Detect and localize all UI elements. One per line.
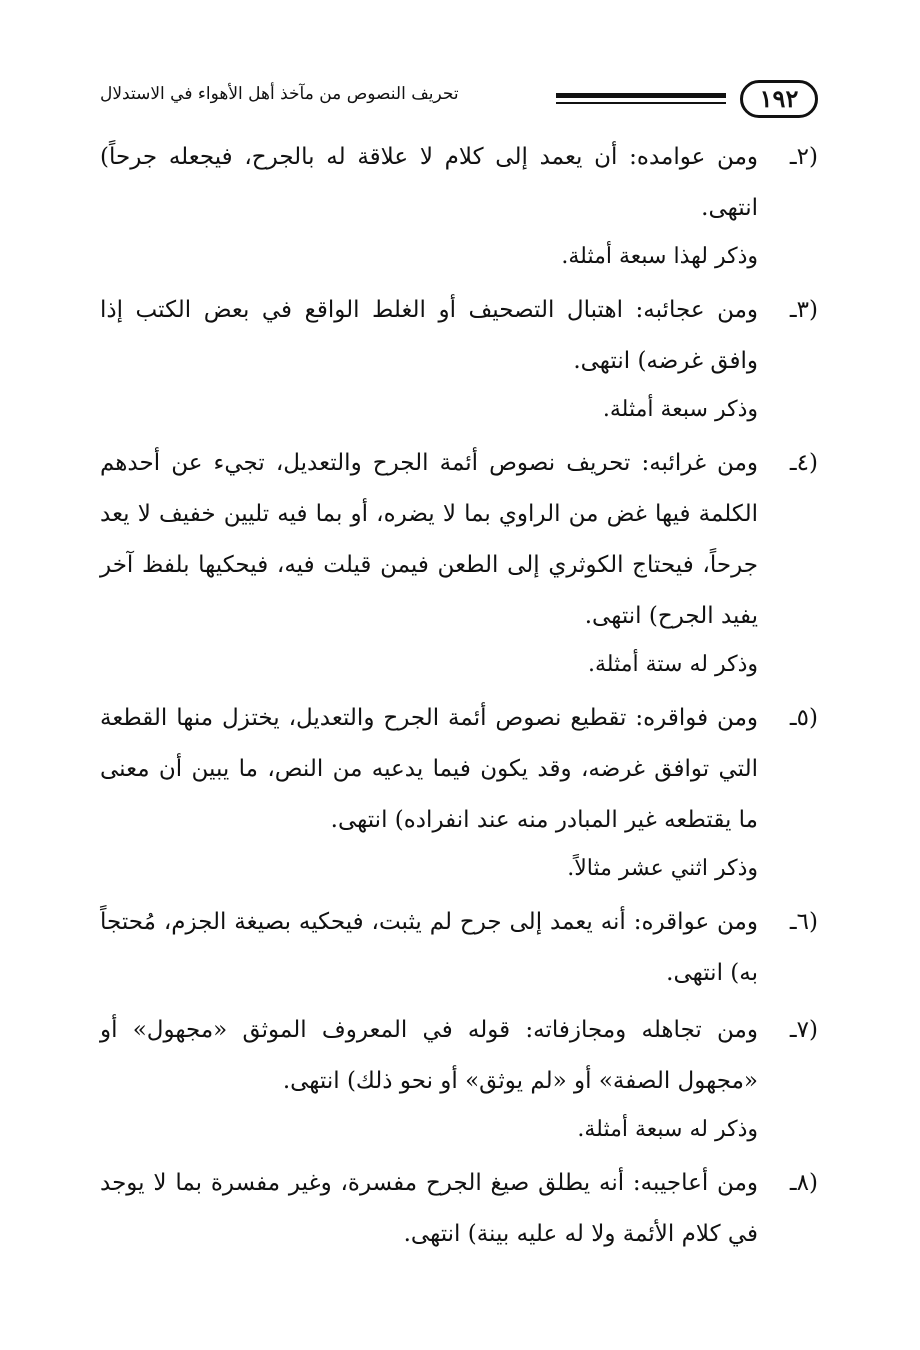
item-number: (٥ـ <box>789 705 818 731</box>
item-text: ومن فواقره: تقطيع نصوص أئمة الجرح والتعديل، يختزل منها القطعة التي توافق غرضه، وقد يكون فيما يدعيه من النص، ما يبين أن معنى ما يقتطعه غير المبادر منه عند انفراده) انتهى. <box>100 705 758 833</box>
item-note: وذكر سبعة أمثلة. <box>602 397 758 422</box>
body-text <box>100 132 818 1260</box>
item-text: ومن عواقره: أنه يعمد إلى جرح لم يثبت، فيحكيه بصيغة الجزم، مُحتجاً به) انتهى. <box>100 909 758 986</box>
item-note: وذكر له سبعة أمثلة. <box>577 1117 758 1142</box>
list-item <box>100 693 818 891</box>
list-item <box>100 897 818 999</box>
list-item <box>100 1005 818 1152</box>
list-item <box>100 438 818 687</box>
item-note: وذكر له ستة أمثلة. <box>588 652 758 677</box>
list-item <box>100 1158 818 1260</box>
item-number: (٦ـ <box>789 909 818 935</box>
item-number: (٧ـ <box>789 1017 818 1043</box>
item-text: ومن غرائبه: تحريف نصوص أئمة الجرح والتعديل، تجيء عن أحدهم الكلمة فيها غض من الراوي بما لا يضره، أو بما فيه تليين خفيف لا يعد جرحاً، فيحتاج الكوثري إلى الطعن فيمن قيلت فيه، فيحكيها بلفظ آخر يفيد الجرح) انتهى. <box>100 450 758 629</box>
running-title: تحريف النصوص من مآخذ أهل الأهواء في الاستدلال <box>100 84 459 104</box>
item-note: وذكر اثني عشر مثالاً. <box>567 856 758 881</box>
item-number: (٢ـ <box>789 144 818 170</box>
item-text: ومن تجاهله ومجازفاته: قوله في المعروف الموثق «مجهول» أو «مجهول الصفة» أو «لم يوثق» أو نحو ذلك) انتهى. <box>100 1017 758 1094</box>
item-number: (٤ـ <box>789 450 818 476</box>
item-number: (٨ـ <box>789 1170 818 1196</box>
item-text: ومن أعاجيبه: أنه يطلق صيغ الجرح مفسرة، وغير مفسرة بما لا يوجد في كلام الأئمة ولا له عليه بينة) انتهى. <box>100 1170 758 1247</box>
item-text: ومن عجائبه: اهتبال التصحيف أو الغلط الواقع في بعض الكتب إذا وافق غرضه) انتهى. <box>100 297 758 374</box>
list-item <box>100 132 818 279</box>
item-number: (٣ـ <box>789 297 818 323</box>
item-text: ومن عوامده: أن يعمد إلى كلام لا علاقة له بالجرح، فيجعله جرحاً) انتهى. <box>100 144 758 221</box>
header-rule-thick <box>556 93 726 98</box>
item-note: وذكر لهذا سبعة أمثلة. <box>561 244 758 269</box>
list-item <box>100 285 818 432</box>
page-number: ١٩٢ <box>740 80 818 118</box>
page-header <box>100 78 818 128</box>
header-rule-thin <box>556 102 726 104</box>
